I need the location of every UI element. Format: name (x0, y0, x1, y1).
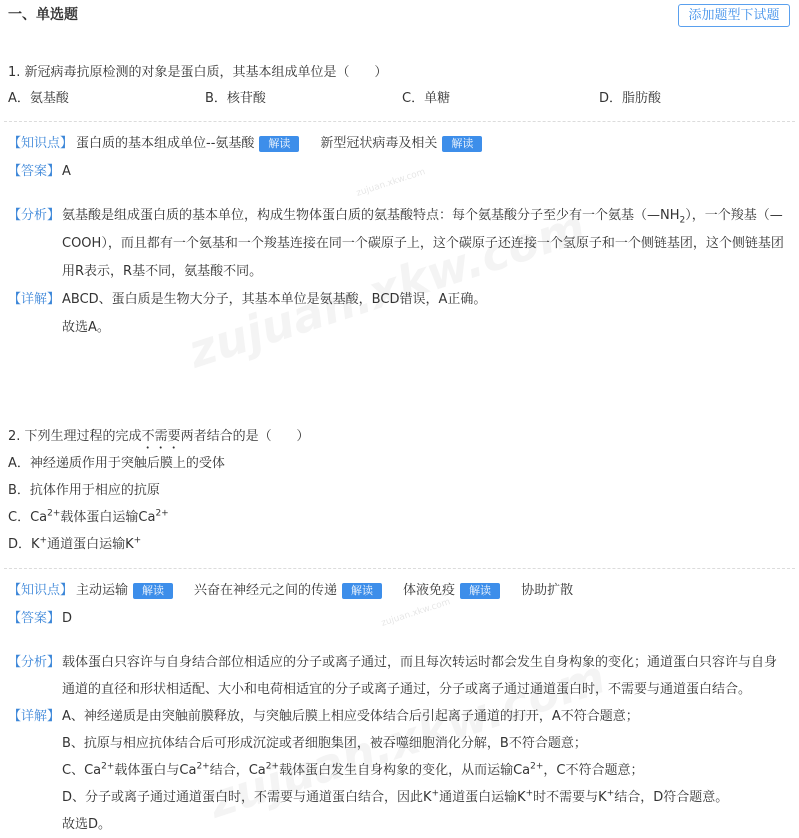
option-text: D．K (8, 537, 40, 552)
knowledge-point-text: 体液免疫 (403, 583, 456, 598)
detail-text: 时不需要与K (533, 790, 607, 805)
detail-line (62, 811, 784, 838)
option-text: 载体蛋白运输Ca (60, 510, 156, 525)
explain-button[interactable]: 解读 (133, 583, 173, 599)
superscript: + (431, 788, 440, 799)
emphasized-text: 不需要 (141, 429, 181, 444)
option-text: C．Ca (8, 510, 48, 525)
knowledge-point (521, 577, 573, 605)
knowledge-points-row (0, 577, 799, 605)
add-question-type-button[interactable]: 添加题型下试题 (678, 4, 790, 27)
question-number: 2. (8, 429, 21, 444)
detail-text: 通道蛋白运输K (439, 790, 526, 805)
section-header (0, 0, 799, 32)
detail-text: 载体蛋白与Ca (114, 763, 197, 778)
knowledge-point (320, 130, 482, 158)
knowledge-point-text: 主动运输 (76, 583, 129, 598)
option-text: B．抗体作用于相应的抗原 (8, 483, 160, 498)
detail-block-continued (0, 730, 799, 757)
detail-text: ，C不符合题意； (543, 763, 644, 778)
option-b (0, 477, 799, 504)
knowledge-point-text: 新型冠状病毒及相关 (320, 136, 438, 151)
analysis-text (62, 202, 784, 286)
knowledge-point-text: 蛋白质的基本组成单位--氨基酸 (76, 136, 255, 151)
superscript: + (525, 788, 534, 799)
explain-button[interactable]: 解读 (442, 136, 482, 152)
analysis-text-part: 载体蛋白只容许与自身结合部位相适应的分子或离子通过，而且每次转运时都会发生自身构象的变化；通道蛋白只容许与自身通道的直径和形状相适配、大小和电荷相适宜的分子或离子通过，分子或离子通过通道蛋白时，不需要与通道蛋白结合。 (62, 655, 778, 697)
watermark-small: zujuan.xkw.com (355, 167, 427, 199)
detail-line (62, 703, 784, 730)
option-d: D．脂肪酸 (599, 91, 662, 106)
superscript: + (133, 535, 142, 546)
detail-line (62, 314, 784, 342)
divider (4, 121, 795, 122)
superscript: 2+ (530, 761, 544, 772)
detail-text: A、神经递质是由突触前膜释放，与突触后膜上相应受体结合后引起离子通道的打开，A不符合题意； (62, 709, 639, 724)
watermark-small: zujuan.xkw.com (380, 597, 452, 629)
detail-block-continued (0, 811, 799, 838)
option-a: A．氨基酸 (8, 91, 69, 106)
question-number: 1. (8, 65, 21, 80)
question-stem (0, 60, 799, 86)
knowledge-point (76, 577, 173, 605)
answer-label: 【答案】 (8, 611, 61, 626)
analysis-label: 【分析】 (8, 655, 61, 670)
answer-value: D (62, 611, 73, 626)
detail-label: 【详解】 (8, 709, 61, 724)
question-2 (0, 424, 799, 838)
analysis-label: 【分析】 (8, 208, 61, 223)
option-c: C．单糖 (402, 91, 451, 106)
knowledge-label: 【知识点】 (8, 583, 74, 598)
answer-row (0, 605, 799, 633)
knowledge-point-text: 协助扩散 (521, 583, 574, 598)
analysis-block (0, 649, 799, 703)
explain-button[interactable]: 解读 (342, 583, 382, 599)
superscript: 2+ (101, 761, 115, 772)
answer-value: A (62, 164, 71, 179)
detail-text: 载体蛋白发生自身构象的变化，从而运输Ca (279, 763, 531, 778)
question-text: 两者结合的是（ ） (180, 429, 310, 444)
explain-button[interactable]: 解读 (259, 136, 299, 152)
detail-text: ABCD、蛋白质是生物大分子，其基本单位是氨基酸，BCD错误，A正确。 (62, 292, 487, 307)
question-1 (0, 60, 799, 342)
superscript: + (39, 535, 48, 546)
superscript: 2+ (47, 508, 61, 519)
knowledge-label: 【知识点】 (8, 136, 74, 151)
option-list (0, 450, 799, 558)
answer-row (0, 158, 799, 186)
detail-label: 【详解】 (8, 292, 61, 307)
subscript: 2 (679, 215, 686, 226)
analysis-text-part: 氨基酸是组成蛋白质的基本单位，构成生物体蛋白质的氨基酸特点：每个氨基酸分子至少有一个氨基（—NH (62, 208, 680, 223)
analysis-text (62, 649, 784, 703)
detail-text: 故选A。 (62, 320, 110, 335)
detail-block (0, 703, 799, 730)
detail-text: 故选D。 (62, 817, 112, 832)
detail-block-continued (0, 314, 799, 342)
answer-label: 【答案】 (8, 164, 61, 179)
detail-text: D、分子或离子通过通道蛋白时，不需要与通道蛋白结合，因此K (62, 790, 432, 805)
detail-text: 结合，Ca (209, 763, 266, 778)
option-b: B．核苷酸 (205, 91, 266, 106)
option-d (0, 531, 799, 558)
option-text: A．神经递质作用于突触后膜上的受体 (8, 456, 225, 471)
detail-line (62, 784, 784, 811)
analysis-block (0, 202, 799, 286)
detail-block-continued (0, 784, 799, 811)
knowledge-points-row (0, 130, 799, 158)
detail-line (62, 286, 784, 314)
knowledge-point (194, 577, 382, 605)
detail-text: B、抗原与相应抗体结合后可形成沉淀或者细胞集团，被吞噬细胞消化分解，B不符合题意； (62, 736, 587, 751)
detail-line (62, 730, 784, 757)
detail-line (62, 757, 784, 784)
divider (4, 568, 795, 569)
section-title: 一、单选题 (8, 7, 78, 23)
detail-text: 结合，D符合题意。 (614, 790, 729, 805)
explain-button[interactable]: 解读 (460, 583, 500, 599)
question-text: 下列生理过程的完成 (24, 429, 142, 444)
question-text: 新冠病毒抗原检测的对象是蛋白质，其基本组成单位是（ ） (24, 65, 388, 80)
detail-block-continued (0, 757, 799, 784)
option-text: 通道蛋白运输K (47, 537, 134, 552)
question-stem (0, 424, 799, 450)
detail-text: C、Ca (62, 763, 102, 778)
knowledge-point (403, 577, 500, 605)
superscript: 2+ (265, 761, 280, 772)
superscript: + (606, 788, 615, 799)
option-list (0, 86, 799, 112)
option-c (0, 504, 799, 531)
detail-block (0, 286, 799, 314)
analysis-text-part: ），一个羧基（—COOH），而且都有一个氨基和一个羧基连接在同一个碳原子上，这个碳原子还连接一个氢原子和一个侧链基团，这个侧链基团用R表示，R基不同，氨基酸不同。 (62, 208, 784, 279)
knowledge-point (76, 130, 299, 158)
knowledge-point-text: 兴奋在神经元之间的传递 (194, 583, 338, 598)
superscript: 2+ (196, 761, 210, 772)
option-a (0, 450, 799, 477)
superscript: 2+ (155, 508, 169, 519)
